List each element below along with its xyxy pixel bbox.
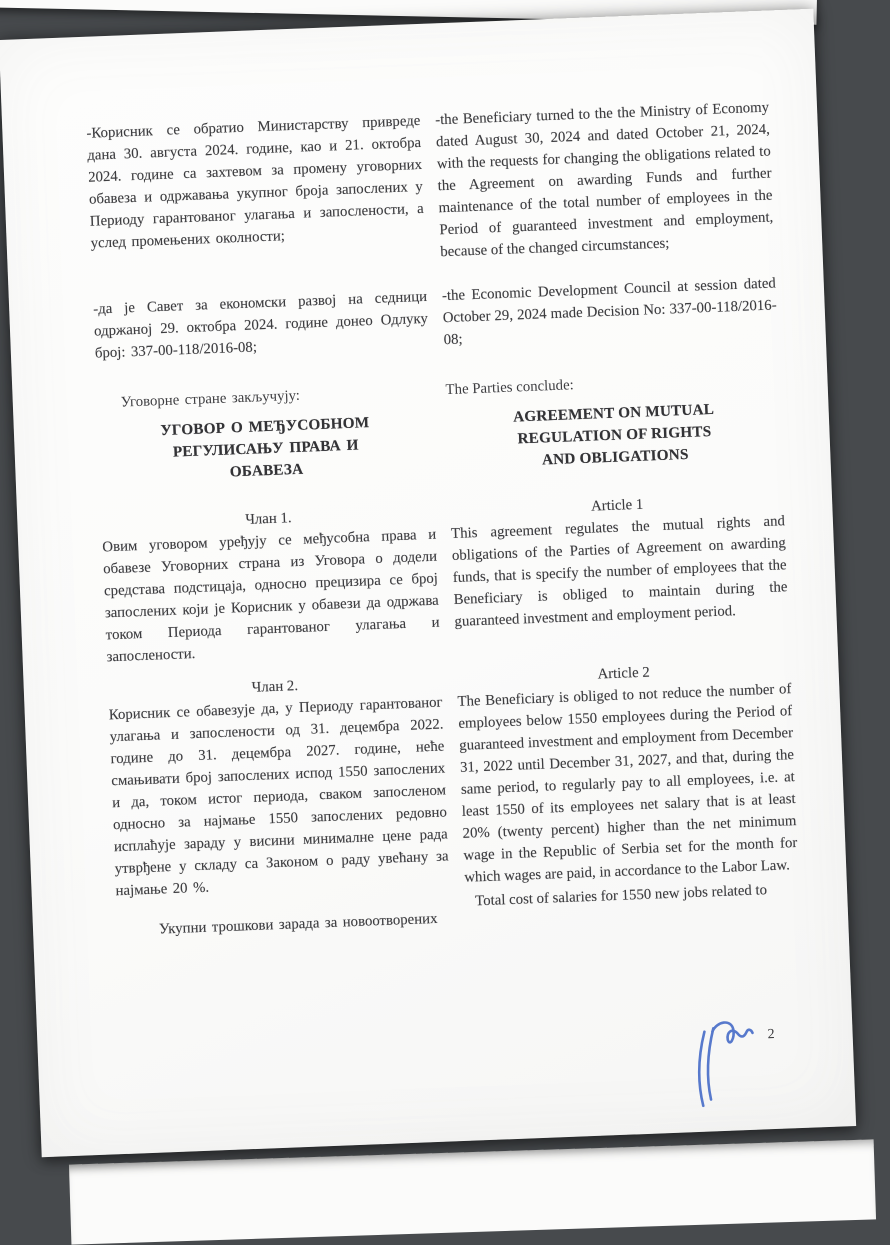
clause-intro-ministry xyxy=(86,97,774,277)
continuation-en: Total cost of salaries for 1550 new jobs related to xyxy=(474,882,768,910)
agreement-title-en: AGREEMENT ON MUTUAL REGULATION OF RIGHTS AND OBLIGATIONS xyxy=(512,400,715,469)
lead-in-en: The Parties conclude: xyxy=(445,377,575,399)
article-1-body-sr: Овим уговором уређују се међусобна права и обавезе Уговорних страна из Уговора о додели средстава подстицаја, односно прецизира се број запослених који је Корисник у обавези да одржава током Периода гарантованог улагања и запослености. xyxy=(102,526,440,666)
signature-mark xyxy=(685,1017,766,1112)
article-2-sr xyxy=(108,670,450,903)
article-1-body-en: This agreement regulates the mutual rights and obligations of the Parties of Agreement on awarding funds, that is specify the number of employees that the Beneficiary is obliged to maintain during the guaranteed investment and employment period. xyxy=(450,513,788,630)
signature-stroke-2 xyxy=(706,1028,716,1099)
clause-intro-council xyxy=(93,272,778,364)
article-1-heading-sr: Члан 1. xyxy=(244,510,292,528)
article-2-heading-en: Article 2 xyxy=(597,664,651,683)
article-1-row xyxy=(101,488,789,668)
clause-intro-ministry-en: -the Beneficiary turned to the the Ministry of Economy dated August 30, 2024 and dated October 21, 2024, with the requests for changing the obligations related to the Agreement on awarding Funds and further maintenance of the total number of employees in the Period of guaranteed investment and employment, because of the changed circumstances; xyxy=(434,99,774,261)
clause-intro-ministry-sr: -Корисник се обратио Министарству привреде дана 30. августа 2024. године, као и 21. октобра 2024. године са захтевом за промену уговорних обавеза и одржавања укупног броја запослених у Периоду гарантованог улагања и запослености, а услед промењених околности; xyxy=(86,112,424,252)
article-1-en xyxy=(450,488,790,655)
clause-intro-council-sr: -да је Савет за економски развој на седници одржаној 29. октобра 2024. године донео Одлуку број: 337-00-118/2016-08; xyxy=(92,288,429,362)
signature-stroke-3 xyxy=(712,1021,753,1043)
next-page-edge xyxy=(69,1139,876,1244)
article-2-en xyxy=(456,656,798,889)
article-2-body-sr: Корисник се обавезује да, у Периоду гарантованог улагања и запослености од 31. децембра 2022. године до 31. децембра 2027. године, неће смањивати број запослених испод 1550 запослених и да, током истог периода, сваком запосленом односно за најмање 1550 запослених редовно исплаћује зараду у висини минималне цене рада утврђене у складу са Законом о раду увећану за најмање 20 %. xyxy=(108,694,449,900)
article-2-row xyxy=(108,656,799,902)
document-page xyxy=(0,9,856,1157)
agreement-title-sr: УГОВОР О МЕЂУСОБНОМ РЕГУЛИСАЊУ ПРАВА И ОБАВЕЗА xyxy=(160,414,370,481)
lead-in-sr: Уговорне стране закључују: xyxy=(120,387,301,411)
page-number: 2 xyxy=(767,1027,775,1043)
article-2-heading-sr: Члан 2. xyxy=(251,678,299,696)
signature-stroke-1 xyxy=(698,1032,708,1106)
continuation-sr: Укупни трошкови зарада за новоотворених xyxy=(158,910,438,938)
article-1-heading-en: Article 1 xyxy=(590,496,644,515)
article-1-sr xyxy=(101,502,441,669)
article-2-body-en: The Beneficiary is obliged to not reduce the number of employees below 1550 employees during the Period of guaranteed investment and employment from December 31, 2022 until December 31, 2027, and that, during the same period, to regularly pay to all employees, i.e. at least 1550 of its employees net salary that is at least 20% (twenty percent) higher than the net minimum wage in the Republic of Serbia set for the month for which wages are paid, in accordance to the Labor Law. xyxy=(457,681,798,886)
clause-intro-council-en: -the Economic Development Council at session dated October 29, 2024 made Decision No: 337-00-118/2016-08; xyxy=(441,275,777,349)
